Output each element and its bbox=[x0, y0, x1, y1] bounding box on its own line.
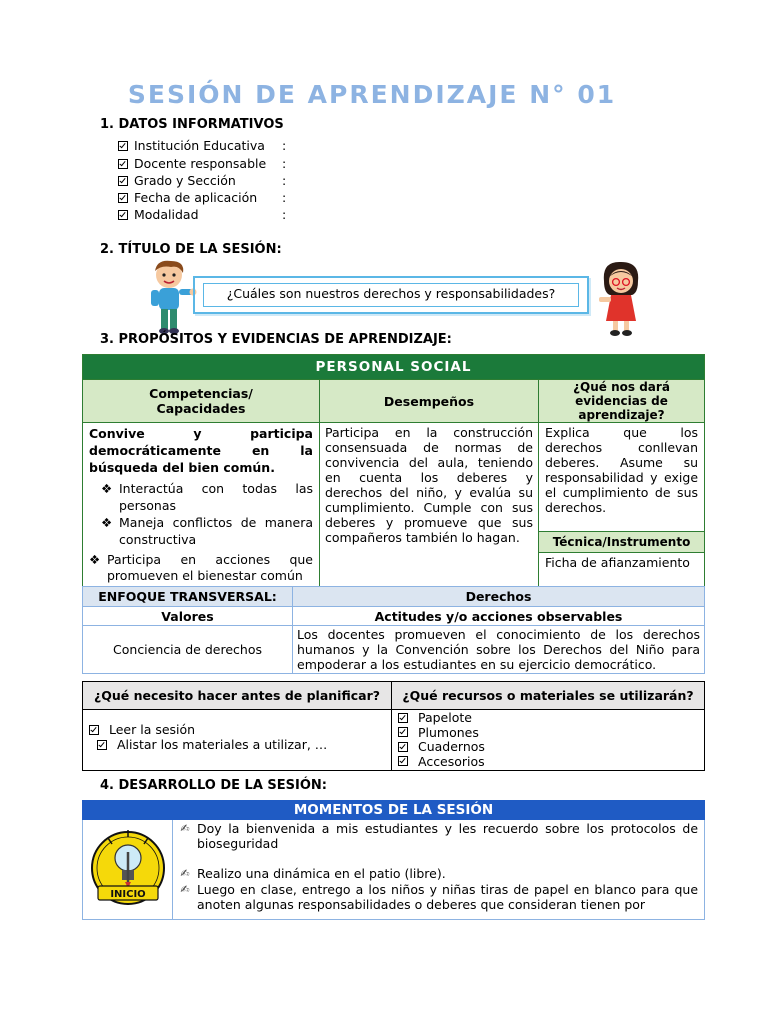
action-item: Los docentes promueven el conocimiento de los derechos humanos y la Convención sobre los Derechos del Niño para empoderar a los estudiantes en su ejercicio democrático. bbox=[293, 626, 705, 674]
competences-cell bbox=[83, 423, 320, 587]
material-item: Plumones bbox=[398, 726, 698, 741]
pen-bullet-icon: ✍ bbox=[180, 867, 190, 880]
col-header-performance: Desempeños bbox=[320, 380, 539, 423]
lightbulb-icon bbox=[90, 824, 166, 912]
step-item: ✍ Doy la bienvenida a mis estudiantes y les recuerdo sobre los protocolos de bioseguridad bbox=[173, 821, 698, 851]
pen-bullet-icon: ✍ bbox=[180, 883, 190, 896]
material-item: Cuadernos bbox=[398, 740, 698, 755]
inicio-label: INICIO bbox=[109, 889, 146, 900]
planning-header-materials: ¿Qué recursos o materiales se utilizarán? bbox=[392, 682, 705, 710]
prep-list bbox=[83, 710, 392, 771]
checkbox-icon bbox=[89, 725, 99, 735]
diamond-bullet-icon: ❖ bbox=[101, 515, 113, 530]
competence-text: Convive y participa democráticamente en la búsqueda del bien común. bbox=[89, 426, 313, 475]
info-item: Docente responsable : bbox=[118, 155, 286, 172]
section-heading-data: 1. DATOS INFORMATIVOS bbox=[100, 117, 284, 132]
checkbox-icon bbox=[118, 193, 128, 203]
technique-header: Técnica/Instrumento bbox=[539, 531, 704, 553]
evidence-cell bbox=[539, 423, 705, 587]
checkbox-icon bbox=[398, 713, 408, 723]
moments-header: MOMENTOS DE LA SESIÓN bbox=[83, 801, 705, 820]
boy-illustration bbox=[145, 257, 197, 335]
girl-illustration bbox=[596, 259, 646, 337]
planning-header-prep: ¿Qué necesito hacer antes de planificar? bbox=[83, 682, 392, 710]
values-header: Valores bbox=[83, 607, 293, 626]
performance-text: Participa en la construcción consensuada de normas de convivencia del aula, teniendo en cuenta los deberes y derechos del niño, y evalúa su cumplimiento. Cumple con sus deberes y promueve que sus compañeros también lo hagan. bbox=[325, 425, 533, 545]
material-item: Papelote bbox=[398, 711, 698, 726]
capacity-item: ❖ Interactúa con todas las personas ❖ Maneja conflictos de manera constructiva bbox=[101, 481, 313, 547]
step-item: ✍ Luego en clase, entrego a los niños y niñas tiras de papel en blanco para que anoten algunas responsabilidades o deberes que consideran tienen por bbox=[173, 882, 698, 914]
col-header-competences: Competencias/ Capacidades bbox=[83, 380, 320, 423]
checkbox-icon bbox=[118, 176, 128, 186]
capacity-item: ❖ Participa en acciones que promueven el bienestar común bbox=[89, 552, 313, 583]
inicio-badge-cell bbox=[83, 820, 173, 920]
section-heading-development: 4. DESARROLLO DE LA SESIÓN: bbox=[100, 778, 327, 793]
checkbox-icon bbox=[118, 210, 128, 220]
col-header-evidence: ¿Qué nos dará evidencias de aprendizaje? bbox=[539, 380, 705, 423]
checkbox-icon bbox=[398, 727, 408, 737]
actions-header: Actitudes y/o acciones observables bbox=[293, 607, 705, 626]
page-title: SESIÓN DE APRENDIZAJE N° 01 bbox=[127, 80, 617, 109]
diamond-bullet-icon: ❖ bbox=[101, 481, 113, 496]
technique-text: Ficha de afianzamiento bbox=[545, 555, 690, 570]
performance-cell bbox=[320, 423, 539, 587]
checkbox-icon bbox=[97, 740, 107, 750]
prep-item: Leer la sesión bbox=[89, 722, 385, 737]
info-item: Institución Educativa : bbox=[118, 137, 286, 154]
evidence-text: Explica que los derechos conllevan deberes. Asume su responsabilidad y exige el cumplimiento de sus derechos. bbox=[545, 425, 699, 515]
material-item: Accesorios bbox=[398, 755, 698, 770]
diamond-bullet-icon: ❖ bbox=[89, 552, 101, 567]
moments-steps bbox=[173, 820, 705, 920]
step-item: ✍ Realizo una dinámica en el patio (libre). bbox=[173, 866, 698, 881]
section-heading-title: 2. TÍTULO DE LA SESIÓN: bbox=[100, 242, 282, 257]
value-item: Conciencia de derechos bbox=[83, 626, 293, 674]
moments-table bbox=[82, 800, 705, 920]
purposes-table bbox=[82, 354, 705, 587]
checkbox-icon bbox=[118, 159, 128, 169]
area-header: PERSONAL SOCIAL bbox=[83, 355, 705, 380]
transversal-table bbox=[82, 586, 705, 674]
session-title-box bbox=[193, 276, 589, 314]
session-title-text: ¿Cuáles son nuestros derechos y responsabilidades? bbox=[203, 283, 579, 307]
pen-bullet-icon: ✍ bbox=[180, 822, 190, 835]
planning-table bbox=[82, 681, 705, 771]
checkbox-icon bbox=[398, 742, 408, 752]
checkbox-icon bbox=[118, 141, 128, 151]
transversal-value: Derechos bbox=[293, 587, 705, 607]
info-item: Grado y Sección : bbox=[118, 172, 286, 189]
transversal-label: ENFOQUE TRANSVERSAL: bbox=[83, 587, 293, 607]
info-item: Modalidad : bbox=[118, 206, 286, 223]
materials-list bbox=[392, 710, 705, 771]
info-item: Fecha de aplicación : bbox=[118, 189, 286, 206]
prep-item: Alistar los materiales a utilizar, … bbox=[89, 737, 385, 752]
checkbox-icon bbox=[398, 756, 408, 766]
section-heading-purposes: 3. PROPÓSITOS Y EVIDENCIAS DE APRENDIZAJE: bbox=[100, 332, 452, 347]
